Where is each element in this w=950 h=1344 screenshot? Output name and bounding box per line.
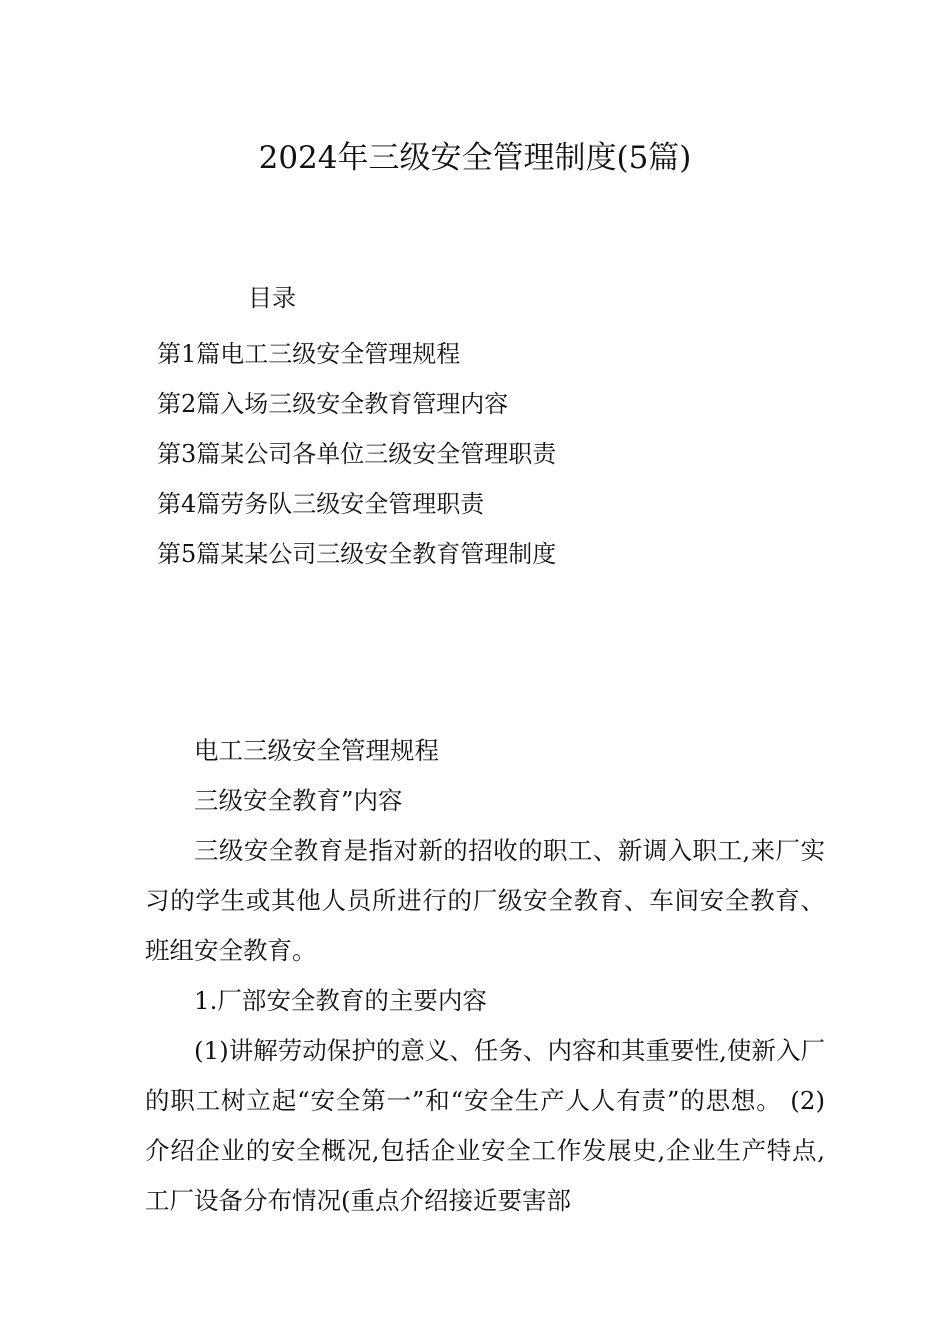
toc-item: 第5篇某某公司三级安全教育管理制度: [157, 540, 557, 568]
subsection-heading: 三级安全教育”内容: [194, 786, 403, 815]
toc-item: 第3篇某公司各单位三级安全管理职责: [157, 440, 557, 468]
body-paragraph: (1)讲解劳动保护的意义、任务、内容和其重要性,使新入厂的职工树立起“安全第一”和“安全生产人人有责”的思想。 (2)介绍企业的安全概况,包括企业安全工作发展史,企业生产特点,工厂设备分布情况(重点介绍接近要害部: [145, 1036, 825, 1215]
document-title: 2024年三级安全管理制度(5篇): [258, 140, 692, 176]
toc-item: 第4篇劳务队三级安全管理职责: [157, 490, 485, 518]
toc-item: 第2篇入场三级安全教育管理内容: [157, 390, 509, 418]
toc-heading: 目录: [248, 284, 296, 312]
toc-item: 第1篇电工三级安全管理规程: [157, 340, 461, 368]
section-heading: 电工三级安全管理规程: [194, 736, 439, 765]
document-body: [145, 726, 825, 1226]
numbered-heading: 1.厂部安全教育的主要内容: [194, 986, 487, 1015]
body-paragraph: 三级安全教育是指对新的招收的职工、新调入职工,来厂实习的学生或其他人员所进行的厂级安全教育、车间安全教育、班组安全教育。: [145, 836, 825, 965]
table-of-contents: [157, 329, 556, 579]
